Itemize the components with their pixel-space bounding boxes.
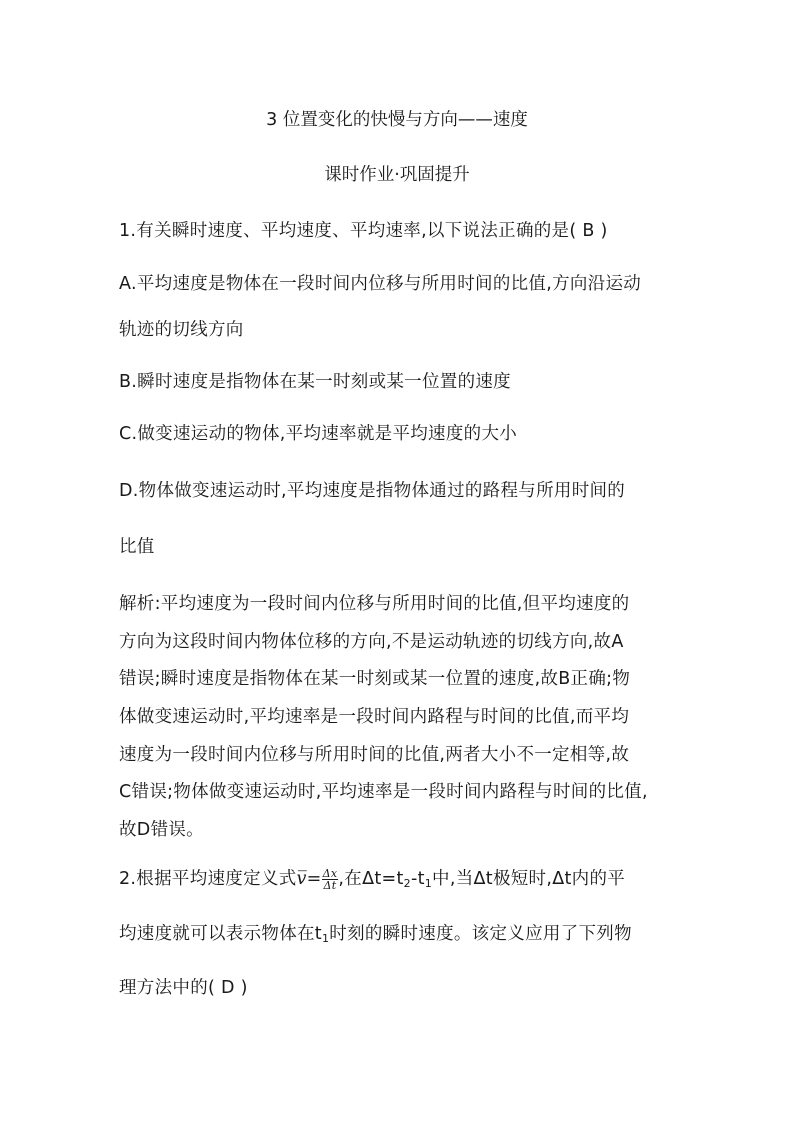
q1-option-d-line1: D.物体做变速运动时,平均速度是指物体通过的路程与所用时间的 <box>119 481 626 501</box>
q1-explanation-line1: 解析:平均速度为一段时间内位移与所用时间的比值,但平均速度的 <box>119 594 630 614</box>
page-title: 3 位置变化的快慢与方向——速度 <box>266 110 528 130</box>
q1-option-c: C.做变速运动的物体,平均速率就是平均速度的大小 <box>119 424 518 444</box>
q2-line3: 理方法中的( D ) <box>119 978 248 998</box>
q1-stem: 1.有关瞬时速度、平均速度、平均速率,以下说法正确的是( B ) <box>119 221 608 241</box>
q2-text-b: ,在Δt=t <box>338 869 404 889</box>
subscript-2: 2 <box>403 877 411 890</box>
q1-explanation-line7: 故D错误。 <box>119 820 204 840</box>
q2-text-d: 中,当Δt极短时,Δt内的平 <box>432 869 626 889</box>
subscript-1b: 1 <box>321 932 330 945</box>
q1-explanation-line6: C错误;物体做变速运动时,平均速率是一段时间内路程与时间的比值, <box>119 782 648 802</box>
q2-stem-start: 2.根据平均速度定义式 <box>119 869 297 889</box>
q1-explanation-line5: 速度为一段时间内位移与所用时间的比值,两者大小不一定相等,故 <box>119 745 630 765</box>
q1-explanation-line4: 体做变速运动时,平均速率是一段时间内路程与时间的比值,而平均 <box>119 707 630 727</box>
q2-line2-start: 均速度就可以表示物体在t <box>119 924 322 944</box>
q1-explanation-line3: 错误;瞬时速度是指物体在某一时刻或某一位置的速度,故B正确;物 <box>119 669 631 689</box>
q2-text-c: -t <box>410 869 425 889</box>
q2-line2-end: 时刻的瞬时速度。该定义应用了下列物 <box>329 924 632 944</box>
velocity-fraction <box>322 868 339 891</box>
velocity-symbol: v̅= <box>296 869 322 889</box>
subscript-1: 1 <box>424 877 433 890</box>
q1-explanation-line2: 方向为这段时间内物体位移的方向,不是运动轨迹的切线方向,故A <box>119 632 624 652</box>
q2-line1 <box>119 865 625 891</box>
q1-option-a-line2: 轨迹的切线方向 <box>119 320 244 340</box>
page-subtitle: 课时作业·巩固提升 <box>324 165 470 185</box>
q2-line2 <box>119 920 632 945</box>
q1-option-a-line1: A.平均速度是物体在一段时间内位移与所用时间的比值,方向沿运动 <box>119 274 642 294</box>
q1-option-b: B.瞬时速度是指物体在某一时刻或某一位置的速度 <box>119 372 511 392</box>
fraction-denominator: Δt <box>323 878 337 892</box>
q1-option-d-line2: 比值 <box>119 537 155 557</box>
fraction-numerator: Δx <box>322 866 338 880</box>
